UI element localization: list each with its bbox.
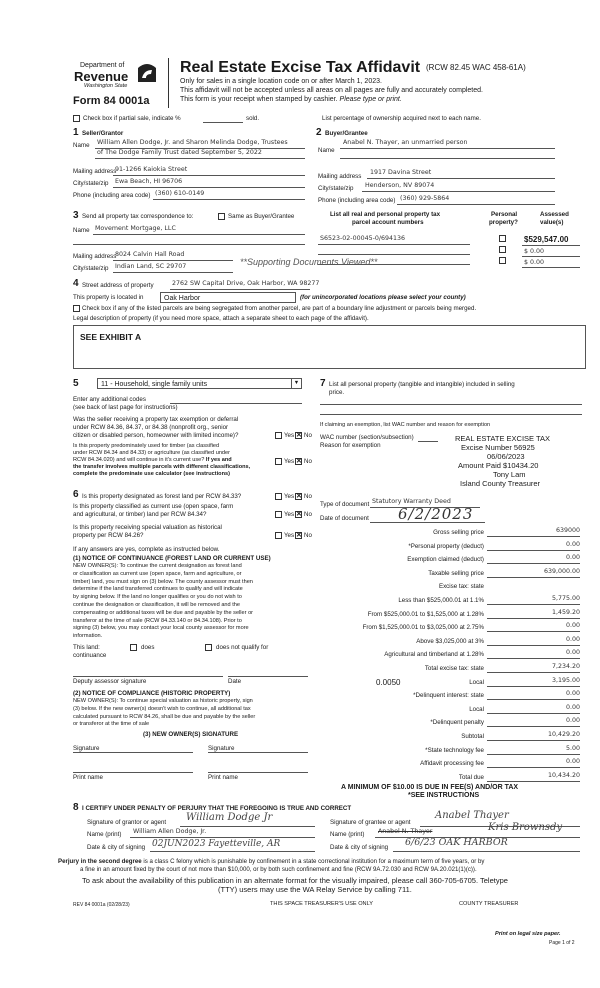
calc-value[interactable]: 639000 — [555, 527, 580, 534]
assessed-heading-1: Assessed — [540, 211, 569, 218]
form-statute: (RCW 82.45 WAC 458-61A) — [426, 63, 526, 72]
current-use-yes-checkbox[interactable] — [275, 511, 282, 518]
buyer-phone-label: Phone (including area code) — [318, 197, 396, 204]
land-use-select[interactable]: 11 - Household, single family units ▼ — [97, 378, 302, 389]
forest-yes-checkbox[interactable] — [275, 493, 282, 500]
grantor-sig-label: Signature of grantor or agent — [87, 819, 167, 826]
timber-no-label: No — [304, 458, 312, 465]
q-timber-4: the transfer involves multiple parcels with different classifications, — [73, 464, 251, 470]
section-8-number: 8 — [73, 802, 79, 813]
supporting-docs-stamp: **Supporting Documents Viewed** — [240, 257, 378, 267]
minimum-due-line2: *SEE INSTRUCTIONS — [408, 792, 480, 799]
current-use-no-checkbox[interactable]: ✕ — [296, 511, 302, 518]
legal-description-box[interactable]: SEE EXHIBIT A — [73, 325, 586, 369]
current-use-q2: and agricultural, or timber) land per RCW 84.34? — [73, 511, 207, 518]
same-as-buyer-checkbox[interactable] — [218, 213, 225, 220]
calc-label: Subtotal — [461, 733, 484, 740]
buyer-name[interactable]: Anabel N. Thayer, an unmarried person — [343, 139, 468, 146]
doc-date[interactable]: 6/2/2023 — [398, 505, 474, 523]
buyer-name-label: Name — [318, 147, 335, 154]
does-not-label: does not qualify for — [216, 644, 269, 651]
calc-value[interactable]: 0.00 — [565, 540, 580, 548]
segregated-label: Check box if any of the listed parcels are being segregated from another parcel, are part of a boundary line adjustment or parcels being merged. — [82, 305, 477, 312]
grantee-signature[interactable]: Anabel Thayer — [435, 810, 509, 821]
receipt-stamp-4: Amount Paid $10434.20 — [458, 461, 539, 470]
grantee-sig-label: Signature of grantee or agent — [330, 819, 411, 826]
grantor-date-city[interactable]: 02JUN2023 Fayetteville, AR — [152, 839, 281, 849]
partial-sold-label: sold. — [246, 115, 260, 122]
seller-city[interactable]: Ewa Beach, HI 96706 — [115, 178, 183, 185]
q-exemption-3: citizen or disabled person, homeowner with limited income)? — [73, 432, 239, 439]
ownership-note: List percentage of ownership acquired next to each name. — [322, 115, 481, 122]
new-owner-print-label-2: Print name — [208, 774, 238, 781]
buyer-address-label: Mailing address — [318, 173, 362, 180]
continuance-label: continuance — [73, 652, 107, 659]
receipt-stamp-2: Excise Number 56925 — [461, 443, 535, 452]
certify-statement: I CERTIFY UNDER PENALTY OF PERJURY THAT THE FOREGOING IS TRUE AND CORRECT — [82, 805, 352, 812]
forest-no-checkbox[interactable]: ✕ — [296, 493, 302, 500]
partial-sale-label: Check box if partial sale, indicate % — [83, 115, 181, 122]
minimum-due-line1: A MINIMUM OF $10.00 IS DUE IN FEE(S) AND/OR TAX — [341, 784, 519, 791]
historic-no-label: No — [304, 532, 312, 539]
notice-continuance-line: transferor at the time of sale (RCW 84.33.140 or 84.34.108). Prior to — [73, 617, 242, 624]
section-5-number: 5 — [73, 378, 79, 389]
calc-label: Affidavit processing fee — [420, 760, 484, 768]
personal-heading-2: property? — [489, 219, 518, 226]
notice-continuance-line: continue the designation or classification, it will be removed and the — [73, 602, 240, 608]
calc-value[interactable]: 0.00 — [565, 758, 580, 766]
if-yes-note: If any answers are yes, complete as instructed below. — [73, 546, 220, 553]
partial-sale-checkbox[interactable] — [73, 115, 80, 122]
legal-size-note: Print on legal size paper. — [495, 931, 561, 937]
local-rate: 0.0050 — [376, 677, 401, 687]
new-owner-print-label-1: Print name — [73, 774, 103, 781]
additional-codes-note: (see back of last page for instructions) — [73, 404, 178, 411]
buyer-phone[interactable]: (360) 929-5864 — [400, 195, 450, 202]
county-treasurer-label: COUNTY TREASURER — [459, 901, 519, 907]
grantee-name-label: Name (print) — [330, 831, 365, 838]
q-timber-2: under RCW 84.34 and 84.33) or agriculture (as classified under — [73, 450, 231, 456]
seller-name-line2[interactable]: of The Dodge Family Trust dated September 5, 2022 — [97, 149, 262, 156]
seller-name-label: Name — [73, 142, 90, 149]
personal-heading-1: Personal — [491, 211, 518, 218]
exemption-no-label: No — [304, 432, 312, 439]
grantee-name[interactable]: Anabel N. Thayer — [378, 828, 433, 835]
deputy-signature-label: Deputy assessor signature — [73, 678, 147, 685]
buyer-city[interactable]: Henderson, NV 89074 — [365, 182, 435, 189]
current-use-q1: Is this property classified as current use (open space, farm — [73, 503, 234, 510]
calc-label: Gross selling price — [433, 529, 484, 536]
receipt-stamp-5: Tony Lam — [493, 470, 526, 479]
assessed-value-3[interactable]: $ 0.00 — [524, 259, 545, 266]
parcel-heading-1: List all real and personal property tax — [330, 211, 441, 218]
does-qualify-checkbox[interactable] — [130, 644, 137, 651]
deputy-date-label: Date — [228, 678, 242, 685]
exemption-yes-label: Yes — [284, 432, 295, 439]
section-6-number: 6 — [73, 489, 79, 500]
exemption-wac-label: If claiming an exemption, list WAC number and reason for exemption — [320, 422, 491, 428]
calc-label: Exemption claimed (deduct) — [407, 556, 484, 564]
doc-type-label: Type of document — [320, 501, 370, 508]
notice-compliance-heading: (2) NOTICE OF COMPLIANCE (HISTORIC PROPERTY) — [73, 690, 231, 697]
dept-line2: Revenue — [74, 69, 129, 84]
timber-no-checkbox[interactable]: ✕ — [296, 458, 302, 465]
timber-yes-label: Yes — [284, 458, 295, 465]
calc-label: Agricultural and timberland at 1.28% — [384, 651, 484, 659]
perjury-line1: Perjury in the second degree is a class C felony which is punishable by confinement in a state correctional institution for a maximum term of five years, or by — [58, 858, 485, 865]
calc-value[interactable]: 0.00 — [565, 717, 580, 725]
calc-value[interactable]: 0.00 — [565, 622, 580, 630]
buyer-heading: Buyer/Grantee — [325, 130, 368, 137]
calc-value[interactable]: 0.00 — [565, 649, 580, 657]
calc-label: *State technology fee — [425, 746, 484, 754]
exemption-yes-checkbox[interactable] — [275, 432, 282, 439]
calc-label: Above $3,025,000 at 3% — [416, 637, 484, 645]
corr-city[interactable]: Indian Land, SC 29707 — [115, 263, 187, 270]
assessed-value-2[interactable]: $ 0.00 — [524, 248, 545, 255]
calc-value[interactable]: 10,434.20 — [547, 771, 580, 779]
section-2-number: 2 — [316, 127, 322, 138]
seller-city-label: City/state/zip — [73, 180, 109, 187]
calc-label: *Personal property (deduct) — [408, 542, 484, 550]
section-7-number: 7 — [320, 378, 326, 389]
parcel-number-1[interactable]: S6523-02-00045-0/694136 — [320, 235, 406, 242]
calc-value[interactable]: 639,000.00 — [543, 567, 580, 575]
notice-continuance-line: by signing below. If the land no longer qualifies or you do not wish to — [73, 594, 242, 601]
calc-label: From $1,525,000.01 to $3,025,000 at 2.75% — [362, 624, 484, 632]
legal-desc-label: Legal description of property (if you need more space, attach a separate sheet to each page of the affidavit). — [73, 315, 369, 322]
notice-continuance-line: or classification as current use (open space, farm and agriculture, or — [73, 570, 242, 577]
calc-value[interactable]: 5.00 — [565, 744, 580, 752]
personal-property-label-1: List all personal property (tangible and intangible) included in selling — [329, 381, 515, 388]
seller-address-label: Mailing address — [73, 168, 117, 175]
calc-value[interactable]: 10,429.20 — [547, 731, 580, 738]
parcel-heading-2: parcel account numbers — [352, 219, 424, 226]
calc-value[interactable]: 1,459.20 — [551, 608, 580, 616]
historic-q2: property per RCW 84.26? — [73, 532, 144, 539]
q-timber-3: RCW 84.34.020) and will continue in it's current use? If yes and — [73, 457, 232, 463]
grantor-date-label: Date & city of signing — [87, 844, 146, 851]
additional-codes-field[interactable] — [170, 403, 302, 404]
page-number: Page 1 of 2 — [549, 940, 575, 946]
notice-continuance-line: NEW OWNER(S): To continue the current designation as forest land — [73, 563, 242, 569]
calc-label: From $525,000.01 to $1,525,000 at 1.28% — [367, 610, 484, 618]
personal-property-checkbox-3[interactable] — [499, 257, 506, 264]
assessed-value-1[interactable]: $529,547.00 — [524, 235, 569, 244]
forest-no-label: No — [304, 493, 312, 500]
segregated-checkbox[interactable] — [73, 305, 80, 312]
corr-address-label: Mailing address — [73, 253, 117, 260]
new-owner-sig-label-2: Signature — [208, 745, 235, 752]
dept-line1: Department of — [80, 62, 125, 69]
notice-continuance-line: determine if the land transferred continues to qualify and will indicate — [73, 586, 243, 593]
perjury-line2: a fine in an amount fixed by the court of not more than $10,000, or by both such confinement and fine (RCW 9A.72.030 and RCW 9A.20.021(1)(c)). — [80, 866, 477, 873]
calc-value[interactable]: 0.00 — [565, 554, 580, 562]
header-divider — [168, 58, 169, 108]
does-not-qualify-checkbox[interactable] — [205, 644, 212, 651]
corr-name-label: Name — [73, 227, 90, 234]
calc-value[interactable]: 5,775.00 — [551, 595, 580, 602]
additional-codes-label: Enter any additional codes — [73, 396, 146, 403]
seller-address[interactable]: 91-1266 Kaiokia Street — [115, 166, 188, 173]
doc-date-label: Date of document — [320, 515, 369, 522]
forest-question: Is this property designated as forest land per RCW 84.33? — [82, 493, 242, 500]
calc-value[interactable]: 3,195.00 — [551, 676, 580, 684]
header-line3: This form is your receipt when stamped by cashier. Please type or print. — [180, 96, 402, 103]
calc-label: Local — [469, 705, 484, 713]
current-use-yes-label: Yes — [284, 511, 295, 518]
same-as-buyer-label: Same as Buyer/Grantee — [228, 213, 295, 220]
header-line1: Only for sales in a single location code on or after March 1, 2023. — [180, 78, 382, 85]
new-owner-sig-label-1: Signature — [73, 745, 100, 752]
reason-label: Reason for exemption — [320, 442, 381, 449]
seller-heading: Seller/Grantor — [82, 130, 124, 137]
seller-phone-label: Phone (including area code) — [73, 192, 151, 199]
calc-label: *Delinquent penalty — [430, 719, 484, 727]
chevron-down-icon: ▼ — [291, 379, 301, 388]
grantor-signature[interactable]: William Dodge Jr — [186, 812, 273, 823]
calc-label: Taxable selling price — [428, 569, 484, 577]
correspondence-label: Send all property tax correspondence to: — [82, 213, 194, 220]
location-select[interactable]: Oak Harbor — [160, 292, 296, 303]
q-exemption-1: Was the seller receiving a property tax exemption or deferral — [73, 416, 239, 423]
new-owner-signature-heading: (3) NEW OWNER(S) SIGNATURE — [143, 731, 239, 738]
revision-label: REV 84 0001a (02/28/23) — [73, 902, 130, 908]
section-3-number: 3 — [73, 210, 79, 221]
calc-value[interactable]: 0.00 — [565, 690, 580, 698]
accessibility-line1: To ask about the availability of this publication in an alternate format for the visually impaired, please call 360-705-6705. Teletype — [82, 876, 508, 885]
timber-yes-checkbox[interactable] — [275, 458, 282, 465]
q-timber-5: complete the predominate use calculator (see instructions) — [73, 471, 230, 477]
property-street[interactable]: 2762 SW Capital Drive, Oak Harbor, WA 98277 — [172, 280, 320, 287]
corr-address[interactable]: 8024 Calvin Hall Road — [115, 251, 185, 258]
notice-compliance-line: (3) below. If the new owner(s) doesn't wish to continue, all additional tax — [73, 705, 251, 712]
wac-number-label: WAC number (section/subsection) — [320, 434, 414, 441]
section-4-number: 4 — [73, 278, 79, 289]
form-title: Real Estate Excise Tax Affidavit — [180, 59, 421, 76]
receipt-stamp-1: REAL ESTATE EXCISE TAX — [455, 434, 551, 443]
this-land-label: This land: — [73, 644, 100, 651]
assessed-heading-2: value(s) — [540, 219, 564, 226]
dept-line3: Washington State — [84, 83, 128, 89]
notice-compliance-line: NEW OWNER(S): To continue special valuation as historic property, sign — [73, 698, 253, 704]
calc-label: Total excise tax: state — [424, 665, 484, 672]
receipt-stamp-6: Island County Treasurer — [460, 479, 541, 488]
calc-value[interactable]: 7,234.20 — [551, 663, 580, 670]
current-use-no-label: No — [304, 511, 312, 518]
street-label: Street address of property — [82, 282, 154, 289]
receipt-stamp-3: 06/06/2023 — [487, 452, 525, 461]
corr-city-label: City/state/zip — [73, 265, 109, 272]
partial-percent-field[interactable] — [203, 122, 243, 123]
historic-q1: Is this property receiving special valuation as historical — [73, 524, 222, 531]
doc-type[interactable]: Statutory Warranty Deed — [372, 498, 451, 505]
calc-label: Total due — [458, 773, 484, 781]
exemption-no-checkbox[interactable]: ✕ — [296, 432, 302, 439]
q-timber-1: Is this property predominately used for timber (as classified — [73, 443, 220, 449]
forest-yes-label: Yes — [284, 493, 295, 500]
personal-property-checkbox-1[interactable] — [499, 235, 506, 242]
notice-continuance-heading: (1) NOTICE OF CONTINUANCE (FOREST LAND OR CURRENT USE) — [73, 555, 271, 562]
calc-label: Excise tax: state — [438, 583, 484, 591]
grantee-date-label: Date & city of signing — [330, 844, 389, 851]
seller-name-line1[interactable]: William Allen Dodge, Jr. and Sharon Melinda Dodge, Trustees — [97, 139, 288, 146]
grantor-name[interactable]: William Allen Dodge, Jr. — [133, 828, 207, 835]
calc-label: Local — [469, 678, 484, 686]
historic-yes-checkbox[interactable] — [275, 532, 282, 539]
personal-property-label-2: price. — [329, 389, 345, 396]
calc-value[interactable]: 0.00 — [565, 635, 580, 643]
dor-logo — [136, 62, 158, 84]
notice-continuance-line: timber) land, you must sign on (3) below. The county assessor must then — [73, 578, 253, 585]
grantor-name-label: Name (print) — [87, 831, 122, 838]
seller-phone[interactable]: (360) 610-0149 — [155, 190, 205, 197]
grantee-date-city[interactable]: 6/6/23 OAK HARBOR — [405, 837, 508, 848]
corr-name[interactable]: Movement Mortgage, LLC — [95, 225, 176, 232]
buyer-address[interactable]: 1917 Davina Street — [370, 169, 432, 176]
calc-label: *Delinquent interest: state — [413, 692, 484, 700]
historic-yes-label: Yes — [284, 532, 295, 539]
section-1-number: 1 — [73, 127, 79, 138]
grantee-name-handwritten[interactable]: Kris Brownsdy — [488, 822, 563, 833]
q-exemption-2: under RCW 84.36, 84.37, or 84.38 (nonprofit org., senior — [73, 424, 229, 431]
treasurer-only-label: THIS SPACE TREASURER'S USE ONLY — [270, 901, 374, 907]
buyer-city-label: City/state/zip — [318, 185, 354, 192]
notice-continuance-line: compensating or additional taxes will be due and payable by the seller or — [73, 609, 254, 616]
does-label: does — [141, 644, 155, 651]
notice-compliance-line: calculated pursuant to RCW 84.26, shall be due and payable by the seller — [73, 713, 256, 720]
located-in-label: This property is located in — [73, 294, 144, 301]
notice-compliance-line: or transferor at the time of sale — [73, 721, 150, 728]
historic-no-checkbox[interactable]: ✕ — [296, 532, 302, 539]
calc-label: Less than $525,000.01 at 1.1% — [398, 597, 484, 604]
calc-value[interactable]: 0.00 — [565, 703, 580, 711]
accessibility-line2: (TTY) users may use the WA Relay Service by calling 711. — [218, 885, 412, 894]
location-note: (for unincorporated locations please select your county) — [300, 294, 466, 301]
notice-continuance-line: signing (3) below, you may contact your local county assessor for more — [73, 625, 249, 632]
header-line2: This affidavit will not be accepted unless all areas on all pages are fully and accurately completed. — [180, 87, 483, 94]
personal-property-checkbox-2[interactable] — [499, 246, 506, 253]
notice-continuance-line: information. — [73, 633, 103, 640]
form-number: Form 84 0001a — [73, 95, 150, 107]
